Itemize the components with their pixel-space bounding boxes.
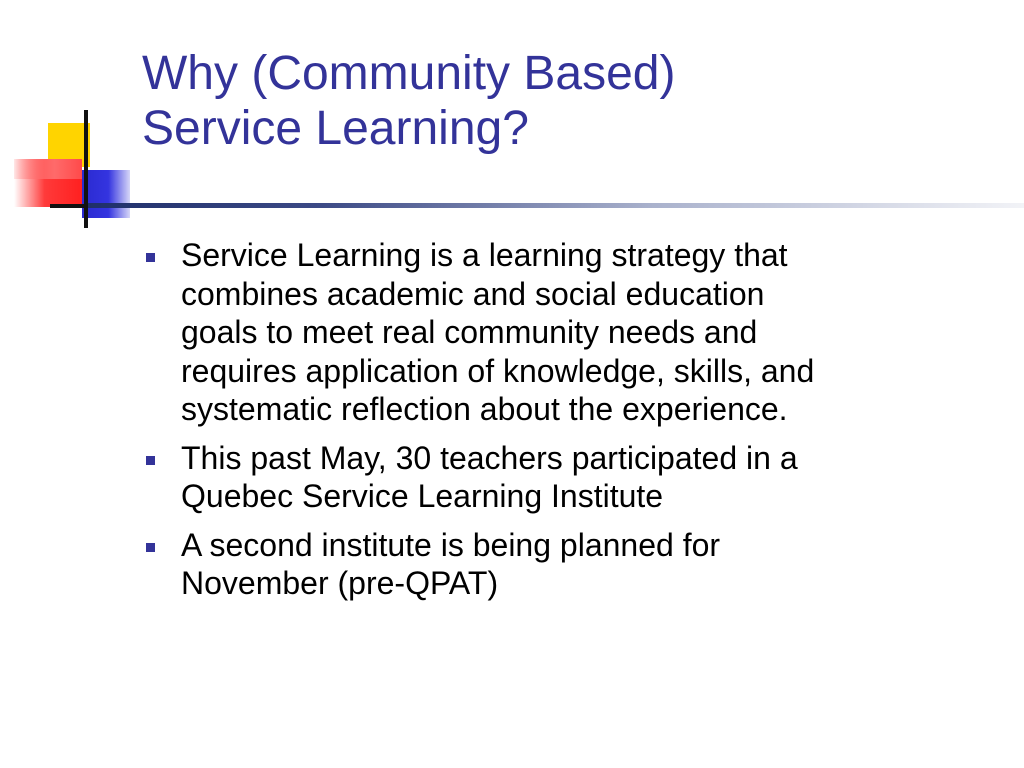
blue-square-decoration (82, 170, 130, 218)
title-underline-rule (88, 203, 1024, 208)
bullet-item (142, 236, 992, 429)
bullet-text-line: Quebec Service Learning Institute (181, 478, 664, 514)
red-bar-highlight-decoration (14, 159, 82, 179)
bullet-item (142, 526, 992, 603)
slide-title-line: Service Learning? (142, 102, 529, 155)
square-bullet-icon (146, 543, 155, 552)
bullet-item (142, 439, 992, 516)
bullet-text-line: A second institute is being planned for (181, 526, 721, 563)
square-bullet-icon (146, 456, 155, 465)
bullet-text-line: systematic reflection about the experience. (181, 391, 788, 427)
slide-title (142, 46, 1002, 156)
bullet-text-line: goals to meet real community needs and (181, 314, 758, 350)
square-bullet-icon (146, 253, 155, 262)
bullet-text-line: combines academic and social education (181, 275, 765, 312)
bullet-text-line: This past May, 30 teachers participated in a (181, 439, 798, 476)
bullet-text-line: Service Learning is a learning strategy that (181, 237, 788, 273)
bullet-text-line: requires application of knowledge, skills, and (181, 352, 815, 389)
vertical-line-decoration (84, 110, 88, 228)
bullet-list (142, 236, 992, 613)
bullet-text-line: November (pre-QPAT) (181, 565, 499, 601)
slide-title-line: Why (Community Based) (142, 47, 676, 100)
